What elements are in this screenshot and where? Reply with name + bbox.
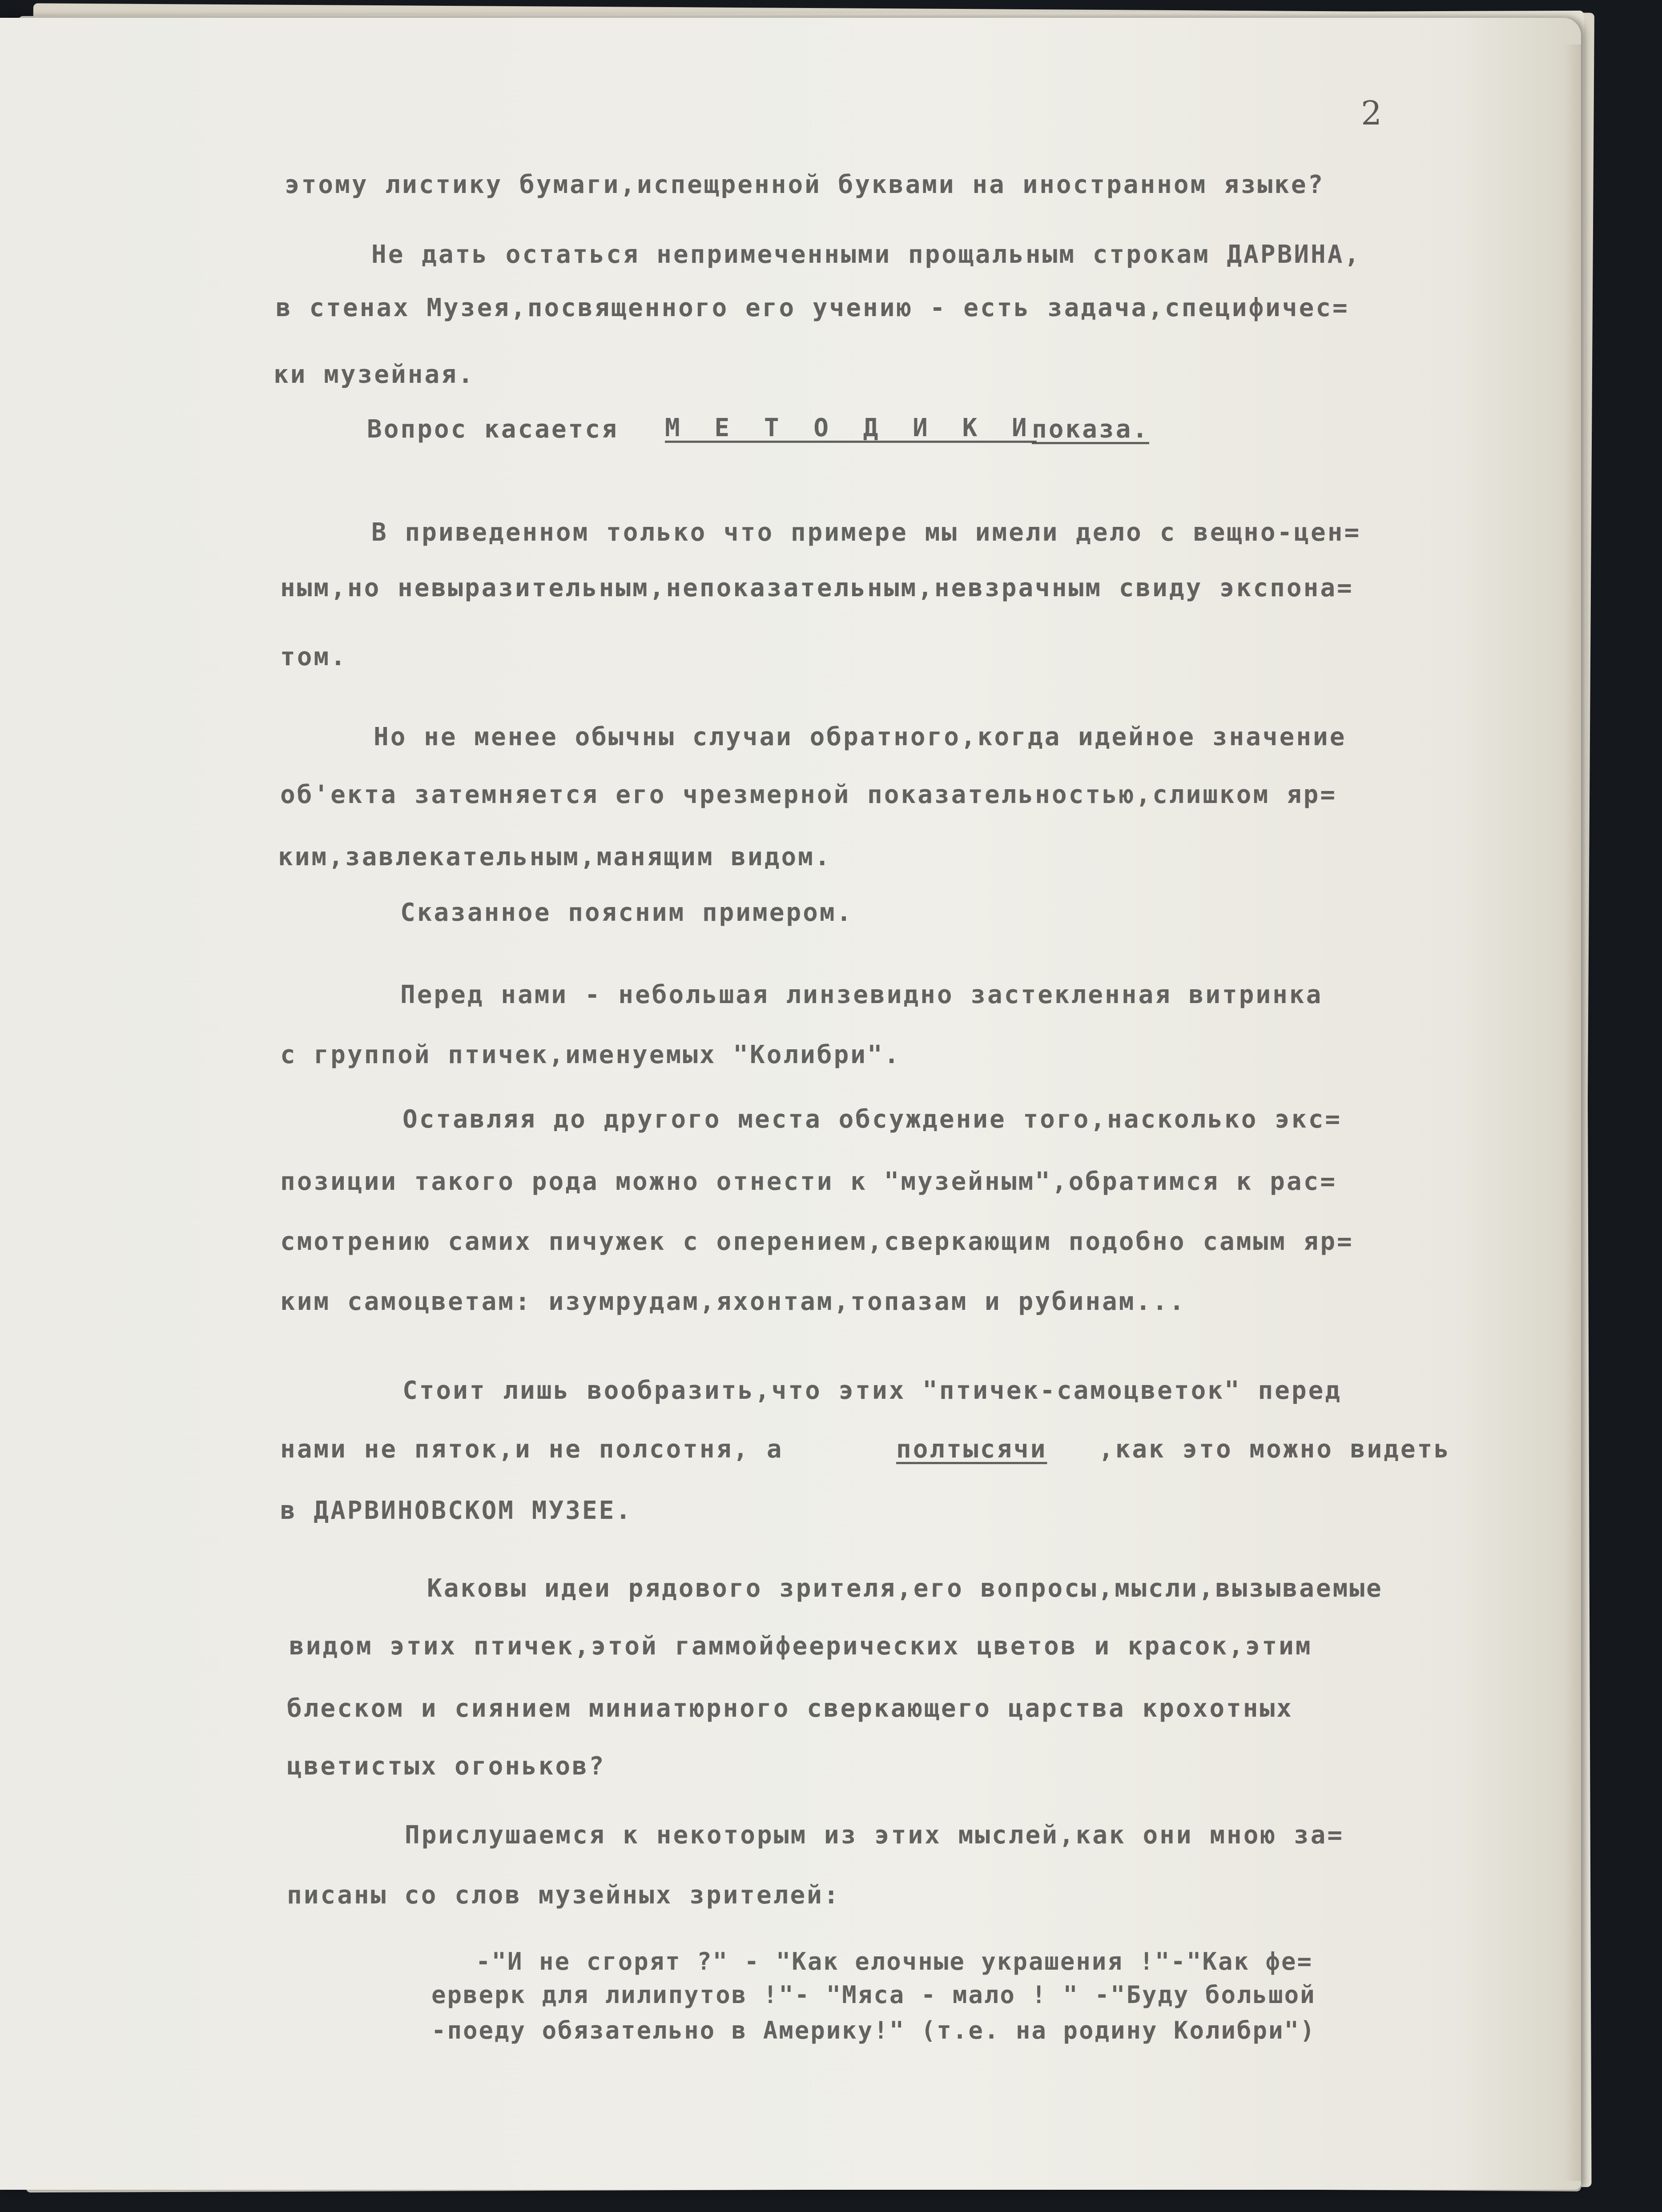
text-line: Оставляя до другого места обсуждение того,насколько экс= <box>402 1105 1342 1134</box>
text-line: цветистых огоньков? <box>287 1752 606 1781</box>
text-line: видом этих птичек,этой гаммойфеерических цветов и красок,этим <box>289 1632 1312 1661</box>
quote-line: -поеду обязательно в Америку!" (т.е. на родину Колибри") <box>431 2016 1316 2044</box>
text-line: Каковы идеи рядового зрителя,его вопросы,мысли,вызываемые <box>427 1574 1383 1603</box>
text-line: Вопрос касается <box>367 415 619 444</box>
text-line: Сказанное поясним примером. <box>400 898 853 927</box>
text-line: смотрению самих пичужек с оперением,сверкающим подобно самым яр= <box>280 1227 1354 1256</box>
text-line: В приведенном только что примере мы имели дело с вещно-цен= <box>371 518 1361 547</box>
text-line: ным,но невыразительным,непоказательным,невзрачным свиду экспона= <box>280 574 1354 602</box>
page-edge-shadow <box>1563 44 1581 2181</box>
typewritten-page <box>0 18 1581 2190</box>
text-line: Перед нами - небольшая линзевидно застекленная витринка <box>400 980 1323 1009</box>
text-line: с группой птичек,именуемых "Колибри". <box>280 1040 901 1069</box>
text-line: ,как это можно видеть <box>1099 1435 1451 1464</box>
text-line: писаны со слов музейных зрителей: <box>287 1881 841 1910</box>
text-line: Не дать остаться непримеченными прощальным строкам ДАРВИНА, <box>371 240 1361 269</box>
text-line: ки музейная. <box>274 360 475 389</box>
text-line: блеском и сиянием миниатюрного сверкающего царства крохотных <box>287 1694 1293 1723</box>
quote-line: -"И не сгорят ?" - "Как елочные украшения !"-"Как фе= <box>476 1947 1313 1975</box>
text-line: в стенах Музея,посвященного его учению - есть задача,специфичес= <box>276 293 1349 322</box>
text-line: об'екта затемняется его чрезмерной показательностью,слишком яр= <box>280 780 1337 809</box>
text-line: в ДАРВИНОВСКОМ МУЗЕЕ. <box>280 1496 633 1525</box>
page-number: 2 <box>1361 94 1384 132</box>
text-line: ким самоцветам: изумрудам,яхонтам,топазам и рубинам... <box>280 1287 1186 1316</box>
text-line: показа. <box>1032 415 1150 444</box>
text-line: позиции такого рода можно отнести к "музейным",обратимся к рас= <box>280 1167 1337 1196</box>
quote-line: ерверк для лилипутов !"- "Мяса - мало ! " -"Буду большой <box>431 1981 1316 2009</box>
text-line: Прислушаемся к некоторым из этих мыслей,как они мною за= <box>405 1821 1344 1850</box>
text-line: том. <box>280 642 347 671</box>
text-line: Но не менее обычны случаи обратного,когда идейное значение <box>374 723 1347 751</box>
methodology-emphasis: М Е Т О Д И К И <box>665 413 1037 442</box>
text-line: Стоит лишь вообразить,что этих "птичек-самоцветок" перед <box>402 1376 1342 1405</box>
text-line: нами не пяток,и не полсотня, а <box>280 1435 784 1464</box>
emphasized-number: полтысячи <box>896 1435 1047 1464</box>
text-line: этому листику бумаги,испещренной буквами на иностранном языке? <box>285 170 1325 199</box>
text-line: ким,завлекательным,манящим видом. <box>278 843 832 871</box>
